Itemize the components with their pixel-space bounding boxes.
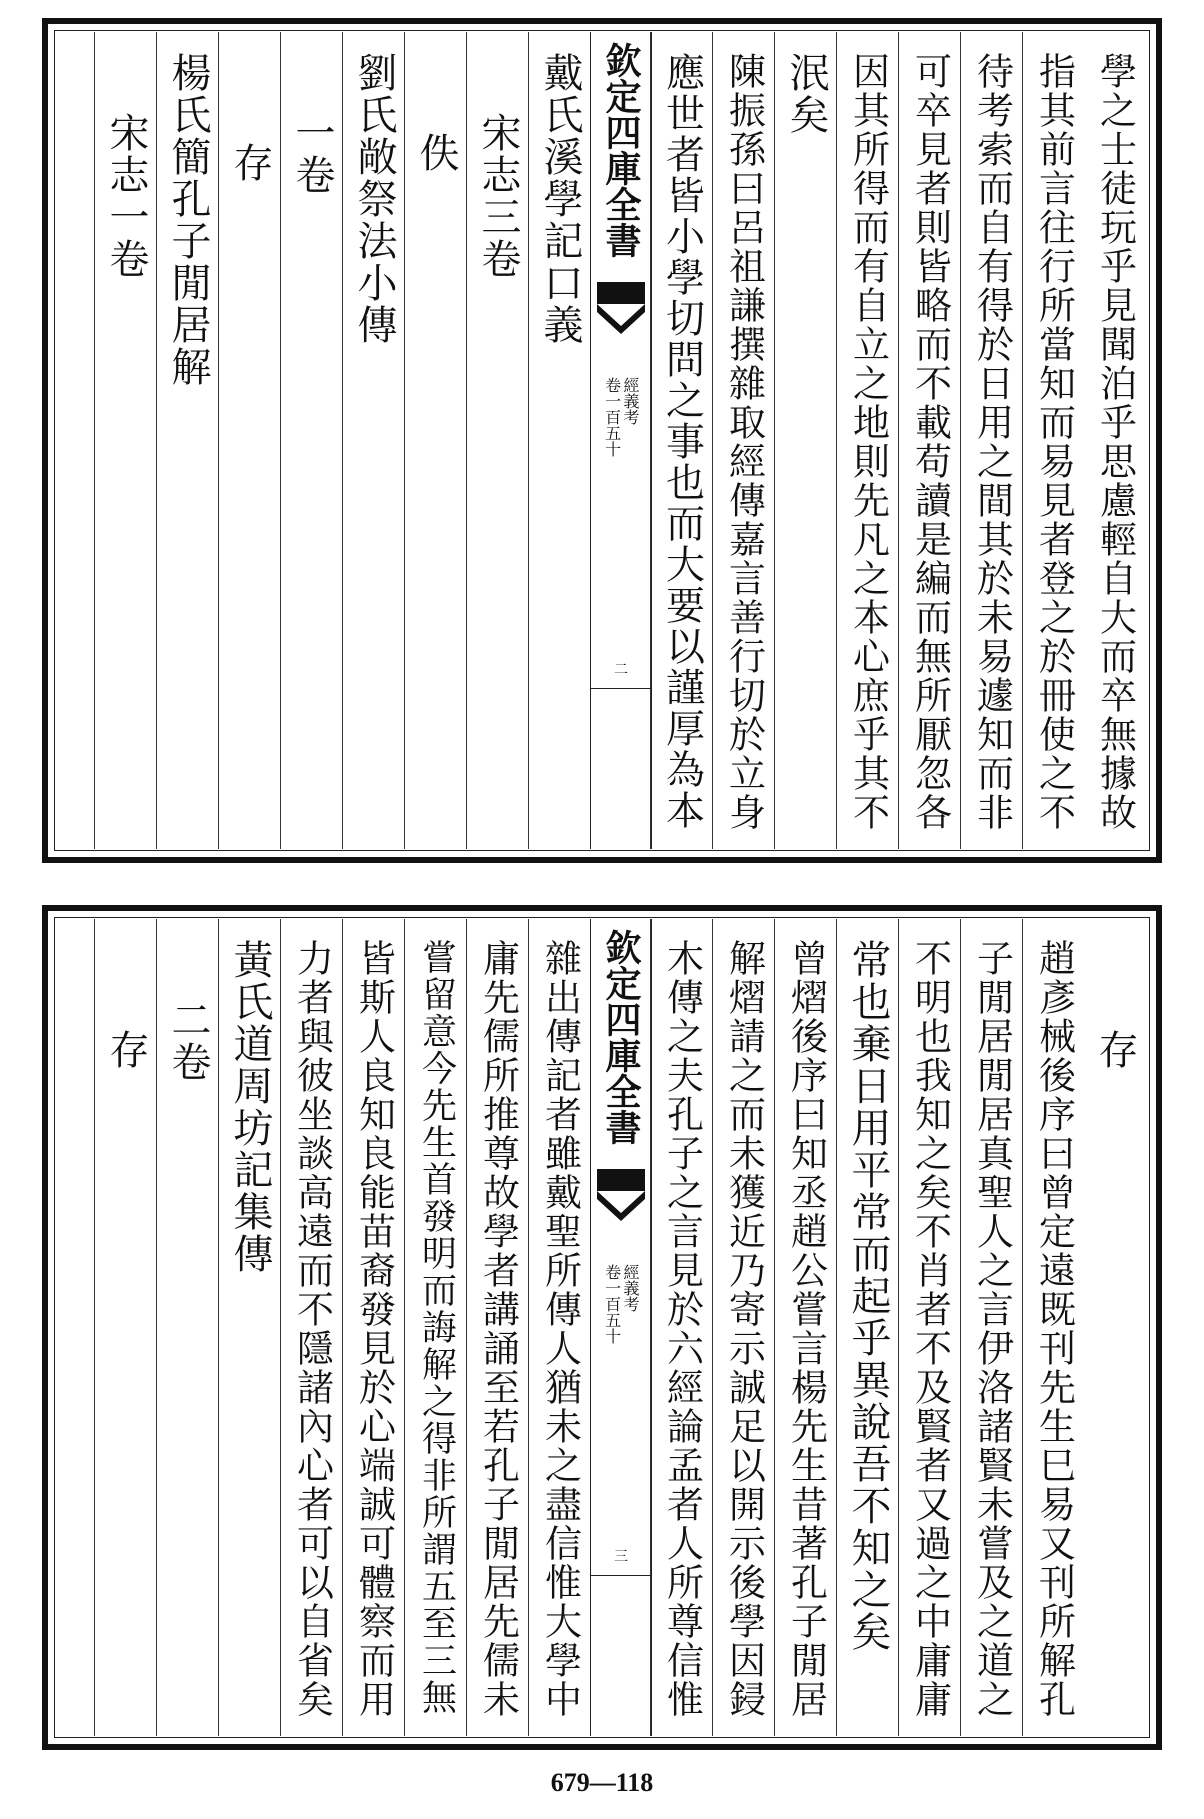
column-text: 不明也我知之矣不肖者不及賢者又過之中庸庸 [908, 939, 952, 1719]
volume-label-line2: 卷一百五十 [602, 1264, 622, 1344]
text-column [1022, 919, 1085, 1736]
volume-label-line2: 卷一百五十 [602, 377, 622, 457]
book-title: 欽定四庫全書 [600, 929, 642, 1145]
text-column [650, 32, 713, 849]
column-text: 二卷 [165, 999, 211, 1083]
text-column [836, 919, 899, 1736]
text-column [466, 32, 529, 849]
text-column [712, 32, 775, 849]
text-column [898, 919, 961, 1736]
column-text: 一卷 [289, 112, 335, 196]
volume-label-line1: 經義考 [621, 377, 640, 425]
column-text: 學之士徒玩乎見聞泊乎思慮輕自大而卒無據故 [1093, 52, 1137, 832]
column-text: 黃氏道周坊記集傳 [227, 939, 273, 1275]
text-column [774, 919, 837, 1736]
text-column [342, 32, 405, 849]
column-text: 曾熠後序曰知丞趙公嘗言楊先生昔著孔子閒居 [784, 939, 828, 1719]
column-text: 宋志三卷 [475, 112, 521, 280]
column-text: 待考索而自有得於日用之間其於未易遽知而非 [970, 52, 1014, 832]
volume-label [602, 377, 639, 457]
text-column [218, 32, 281, 849]
column-text: 可卒見者則皆略而不載苟讀是編而無所厭忽各 [908, 52, 952, 832]
fish-tail-mark-icon [597, 1169, 645, 1227]
text-column [1022, 32, 1085, 849]
text-column [1084, 32, 1146, 849]
text-column [898, 32, 961, 849]
text-column [342, 919, 405, 1736]
column-text: 存 [227, 142, 273, 184]
text-column [156, 32, 219, 849]
text-column [94, 32, 157, 849]
folio-number: 679—118 [550, 1768, 654, 1797]
column-text: 力者與彼坐談高遠而不隱諸內心者可以自省矣 [290, 939, 334, 1719]
column-text: 泯矣 [783, 52, 829, 136]
text-column [650, 919, 713, 1736]
fish-tail-mark-icon [597, 282, 645, 340]
text-column [836, 32, 899, 849]
text-column [404, 919, 467, 1736]
column-text: 木傳之夫孔子之言見於六經論孟者人所尊信惟 [660, 939, 704, 1719]
center-fold-header [590, 32, 652, 849]
volume-label [602, 1264, 639, 1344]
column-text: 雜出傳記者雖戴聖所傳人猶未之盡信惟大學中 [538, 939, 582, 1719]
column-text: 嘗留意今先生首發明而誨解之得非所謂五至三無 [416, 939, 457, 1716]
column-text: 皆斯人良知良能苗裔發見於心端誠可體察而用 [352, 939, 396, 1719]
column-text: 存 [1092, 1029, 1138, 1071]
column-text: 劉氏敞祭法小傳 [351, 52, 397, 346]
column-text: 子閒居閒居真聖人之言伊洛諸賢未嘗及之道之 [970, 939, 1014, 1719]
text-column [712, 919, 775, 1736]
text-column [774, 32, 837, 849]
volume-label-line1: 經義考 [621, 1264, 640, 1312]
text-column [960, 32, 1023, 849]
column-text: 楊氏簡孔子閒居解 [165, 52, 211, 388]
header-divider [591, 1575, 651, 1576]
column-text: 因其所得而有自立之地則先凡之本心庶乎其不 [846, 52, 890, 832]
text-column [960, 919, 1023, 1736]
center-fold-header [590, 919, 652, 1736]
column-text: 宋志一卷 [103, 112, 149, 280]
column-text: 應世者皆小學切問之事也而大要以謹厚為本 [659, 52, 705, 831]
text-column [404, 32, 467, 849]
page-number: 三 [614, 1549, 628, 1565]
column-text: 指其前言往行所當知而易見者登之於冊使之不 [1032, 52, 1076, 832]
column-text: 庸先儒所推尊故學者講誦至若孔子閒居先儒未 [476, 939, 520, 1719]
text-column [94, 919, 157, 1736]
column-text: 陳振孫曰呂祖謙撰雜取經傳嘉言善行切於立身 [722, 52, 766, 832]
bottom-page-panel [42, 905, 1162, 1750]
text-column [280, 919, 343, 1736]
text-column [528, 32, 591, 849]
column-text: 解熠請之而未獲近乃寄示誠足以開示後學因鋟 [722, 939, 766, 1719]
text-column [528, 919, 591, 1736]
top-page-panel [42, 18, 1162, 863]
header-divider [591, 688, 651, 689]
column-text: 存 [103, 1029, 149, 1071]
text-column [280, 32, 343, 849]
book-title: 欽定四庫全書 [600, 42, 642, 258]
column-text: 戴氏溪學記口義 [537, 52, 583, 346]
page-number: 二 [614, 662, 628, 678]
column-text: 常也棄日用平常而起乎異說吾不知之矣 [845, 939, 891, 1653]
text-column [1084, 919, 1146, 1736]
text-column [156, 919, 219, 1736]
text-column [466, 919, 529, 1736]
column-text: 趙彥械後序曰曾定遠既刊先生巳易又刊所解孔 [1032, 939, 1076, 1719]
column-text: 佚 [413, 132, 459, 174]
text-column [218, 919, 281, 1736]
